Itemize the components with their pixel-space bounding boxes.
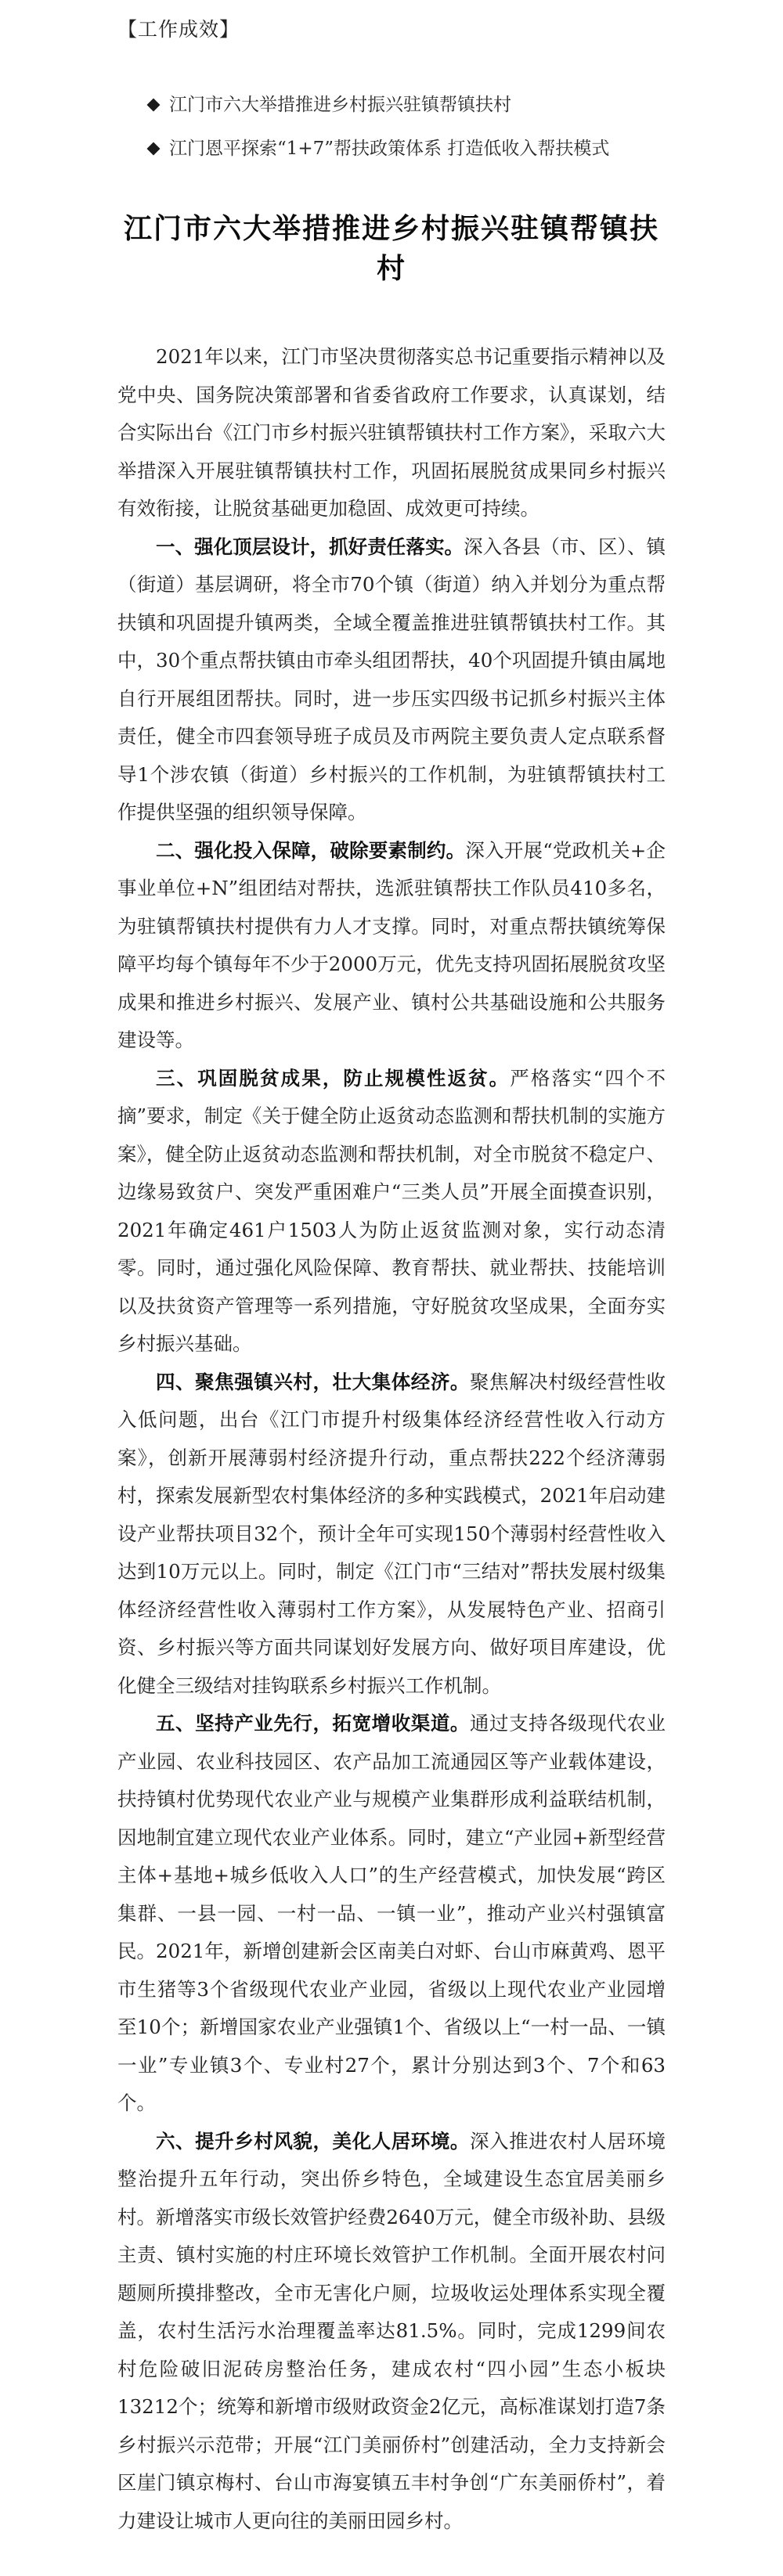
section-paragraph [117,1060,666,1364]
toc-list [117,83,666,171]
section-text: 深入开展“党政机关+企事业单位+N”组团结对帮扶，选派驻镇帮扶工作队员410多名，为驻镇帮镇扶村提供有力人才支撑。同时，对重点帮扶镇统筹保障平均每个镇每年不少于2000万元，优先支持巩固拓展脱贫攻坚成果和推进乡村振兴、发展产业、镇村公共基础设施和公共服务建设等。 [117,838,666,1051]
article-body [117,338,666,2540]
section-heading: 三、巩固脱贫成果，防止规模性返贫。 [156,1066,511,1090]
section-heading: 五、坚持产业先行，拓宽增收渠道。 [156,1712,470,1735]
diamond-bullet-icon [147,142,161,156]
toc-item[interactable] [149,127,666,171]
section-paragraph [117,528,666,832]
section-heading: 四、聚焦强镇兴村，壮大集体经济。 [156,1370,470,1393]
toc-item-label: 江门恩平探索“1+7”帮扶政策体系 打造低收入帮扶模式 [169,139,610,159]
section-heading: 二、强化投入保障，破除要素制约。 [156,838,466,862]
section-text: 通过支持各级现代农业产业园、农业科技园区、农产品加工流通园区等产业载体建设，扶持镇村优势现代农业产业与规模产业集群形成利益联结机制，因地制宜建立现代农业产业体系。同时，建立“产业园+新型经营主体+基地+城乡低收入人口”的生产经营模式，加快发展“跨区集群、一县一园、一村一品、一镇一业”，推动产业兴村强镇富民。2021年，新增创建新会区南美白对虾、台山市麻黄鸡、恩平市生猪等3个省级现代农业产业园，省级以上现代农业产业园增至10个；新增国家农业产业强镇1个、省级以上“一村一品、一镇一业”专业镇3个、专业村27个，累计分别达到3个、7个和63个。 [117,1712,666,2114]
intro-paragraph: 2021年以来，江门市坚决贯彻落实总书记重要指示精神以及党中央、国务院决策部署和省委省政府工作要求，认真谋划，结合实际出台《江门市乡村振兴驻镇帮镇扶村工作方案》，采取六大举措深入开展驻镇帮镇扶村工作，巩固拓展脱贫成果同乡村振兴有效衔接，让脱贫基础更加稳固、成效更可持续。 [117,345,666,520]
section-text: 聚焦解决村级经营性收入低问题，出台《江门市提升村级集体经济经营性收入行动方案》，创新开展薄弱村经济提升行动，重点帮扶222个经济薄弱村，探索发展新型农村集体经济的多种实践模式，2021年启动建设产业帮扶项目32个，预计全年可实现150个薄弱村经营性收入达到10万元以上。同时，制定《江门市“三结对”帮扶发展村级集体经济经营性收入薄弱村工作方案》，从发展特色产业、招商引资、乡村振兴等方面共同谋划好发展方向、做好项目库建设，优化健全三级结对挂钩联系乡村振兴工作机制。 [117,1370,666,1697]
toc-item[interactable] [149,83,666,127]
diamond-bullet-icon [147,99,161,112]
section-paragraph [117,832,666,1060]
section-paragraph [117,2123,666,2541]
section-paragraph [117,1705,666,2123]
section-heading: 六、提升乡村风貌，美化人居环境。 [156,2129,470,2153]
section-heading: 一、强化顶层设计，抓好责任落实。 [156,535,464,558]
section-paragraph [117,1364,666,1706]
article-title: 江门市六大举措推进乡村振兴驻镇帮镇扶村 [123,212,659,285]
section-text: 严格落实“四个不摘”要求，制定《关于健全防止返贫动态监测和帮扶机制的实施方案》，健全防止返贫动态监测和帮扶机制，对全市脱贫不稳定户、边缘易致贫户、突发严重困难户“三类人员”开展全面摸查识别，2021年确定461户1503人为防止返贫监测对象，实行动态清零。同时，通过强化风险保障、教育帮扶、就业帮扶、技能培训以及扶贫资产管理等一系列措施，守好脱贫攻坚成果，全面夯实乡村振兴基础。 [117,1066,666,1355]
section-text: 深入推进农村人居环境整治提升五年行动，突出侨乡特色，全域建设生态宜居美丽乡村。新增落实市级长效管护经费2640万元，健全市级补助、县级主责、镇村实施的村庄环境长效管护工作机制。全面开展农村问题厕所摸排整改，全市无害化户厕，垃圾收运处理体系实现全覆盖，农村生活污水治理覆盖率达81.5%。同时，完成1299间农村危险破旧泥砖房整治任务，建成农村“四小园”生态小板块13212个；统筹和新增市级财政资金2亿元，高标准谋划打造7条乡村振兴示范带；开展“江门美丽侨村”创建活动，全力支持新会区崖门镇京梅村、台山市海宴镇五丰村争创“广东美丽侨村”，着力建设让城市人更向往的美丽田园乡村。 [117,2129,666,2532]
section-tag: 【工作成效】 [117,18,240,41]
toc-item-label: 江门市六大举措推进乡村振兴驻镇帮镇扶村 [169,95,511,115]
section-text: 深入各县（市、区）、镇（街道）基层调研，将全市70个镇（街道）纳入并划分为重点帮扶镇和巩固提升镇两类，全域全覆盖推进驻镇帮镇扶村工作。其中，30个重点帮扶镇由市牵头组团帮扶，40个巩固提升镇由属地自行开展组团帮扶。同时，进一步压实四级书记抓乡村振兴主体责任，健全市四套领导班子成员及市两院主要负责人定点联系督导1个涉农镇（街道）乡村振兴的工作机制，为驻镇帮镇扶村工作提供坚强的组织领导保障。 [117,535,666,823]
